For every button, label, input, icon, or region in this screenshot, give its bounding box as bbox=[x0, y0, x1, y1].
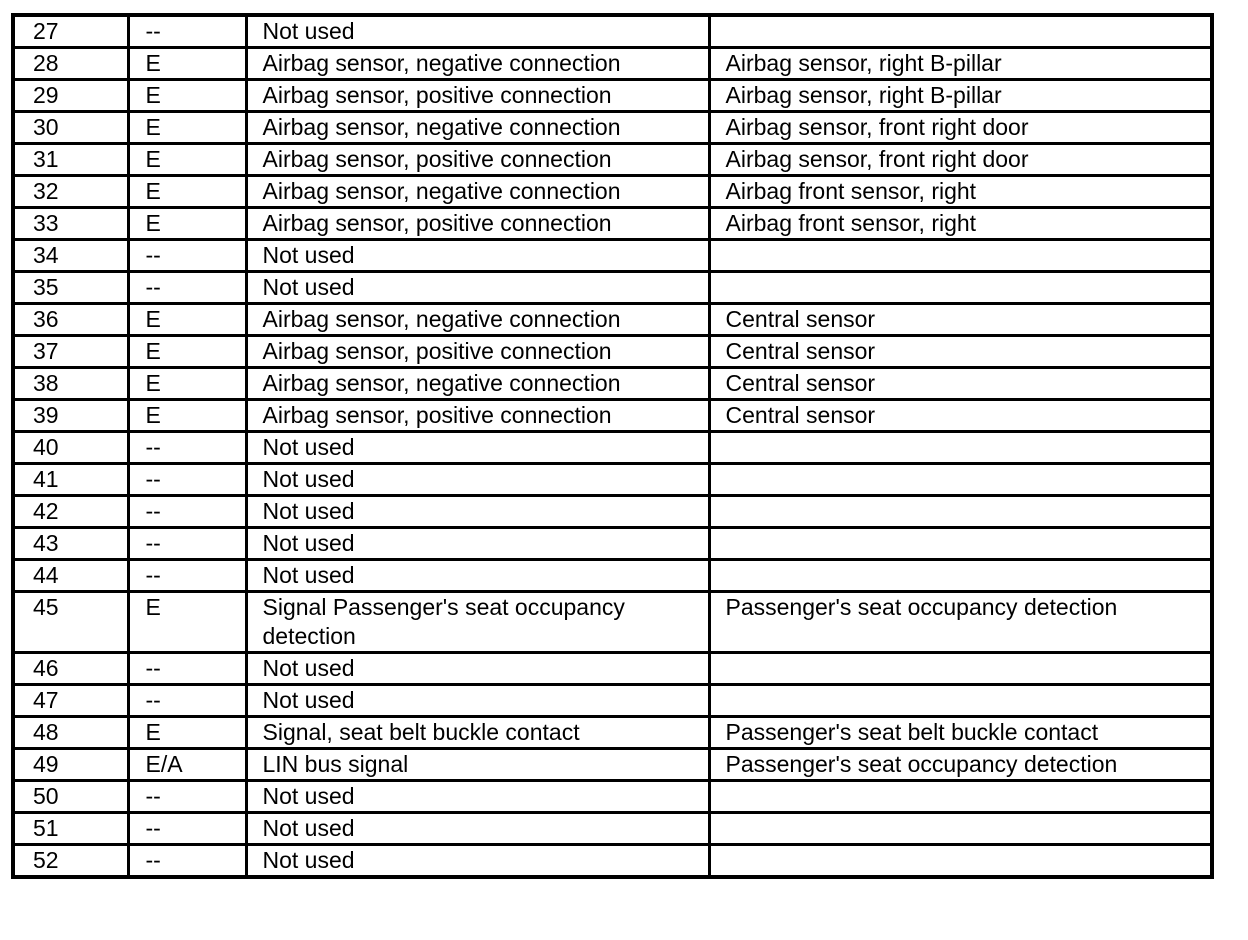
component-cell: Central sensor bbox=[709, 304, 1212, 336]
function-cell: Airbag sensor, negative connection bbox=[246, 368, 709, 400]
pin-table-body bbox=[13, 15, 1212, 877]
function-cell: Not used bbox=[246, 432, 709, 464]
pin-number-cell: 34 bbox=[13, 240, 128, 272]
table-row bbox=[13, 240, 1212, 272]
table-row bbox=[13, 781, 1212, 813]
function-cell: LIN bus signal bbox=[246, 749, 709, 781]
pin-number-cell: 46 bbox=[13, 653, 128, 685]
function-cell: Airbag sensor, negative connection bbox=[246, 176, 709, 208]
table-row bbox=[13, 496, 1212, 528]
table-row bbox=[13, 80, 1212, 112]
function-cell: Not used bbox=[246, 272, 709, 304]
component-cell: Airbag sensor, front right door bbox=[709, 112, 1212, 144]
component-cell bbox=[709, 464, 1212, 496]
pin-number-cell: 39 bbox=[13, 400, 128, 432]
signal-type-cell: -- bbox=[128, 432, 246, 464]
function-cell: Airbag sensor, positive connection bbox=[246, 336, 709, 368]
function-cell: Airbag sensor, positive connection bbox=[246, 80, 709, 112]
function-cell: Not used bbox=[246, 496, 709, 528]
component-cell bbox=[709, 560, 1212, 592]
function-cell: Airbag sensor, positive connection bbox=[246, 144, 709, 176]
function-cell: Airbag sensor, negative connection bbox=[246, 48, 709, 80]
function-cell: Airbag sensor, negative connection bbox=[246, 112, 709, 144]
pin-number-cell: 36 bbox=[13, 304, 128, 336]
table-row bbox=[13, 749, 1212, 781]
signal-type-cell: E bbox=[128, 304, 246, 336]
table-row bbox=[13, 304, 1212, 336]
table-row bbox=[13, 813, 1212, 845]
table-row bbox=[13, 653, 1212, 685]
table-row bbox=[13, 464, 1212, 496]
function-cell: Signal Passenger's seat occupancy detection bbox=[246, 592, 709, 653]
component-cell bbox=[709, 432, 1212, 464]
pin-number-cell: 33 bbox=[13, 208, 128, 240]
component-cell: Airbag front sensor, right bbox=[709, 176, 1212, 208]
signal-type-cell: -- bbox=[128, 560, 246, 592]
pin-number-cell: 43 bbox=[13, 528, 128, 560]
signal-type-cell: E bbox=[128, 717, 246, 749]
component-cell: Central sensor bbox=[709, 400, 1212, 432]
signal-type-cell: E bbox=[128, 336, 246, 368]
pin-number-cell: 35 bbox=[13, 272, 128, 304]
signal-type-cell: E bbox=[128, 112, 246, 144]
pin-number-cell: 40 bbox=[13, 432, 128, 464]
table-row bbox=[13, 368, 1212, 400]
table-row bbox=[13, 592, 1212, 653]
function-cell: Not used bbox=[246, 653, 709, 685]
table-row bbox=[13, 144, 1212, 176]
component-cell bbox=[709, 528, 1212, 560]
table-row bbox=[13, 685, 1212, 717]
signal-type-cell: E bbox=[128, 592, 246, 653]
table-row bbox=[13, 717, 1212, 749]
table-row bbox=[13, 560, 1212, 592]
table-row bbox=[13, 845, 1212, 878]
table-row bbox=[13, 48, 1212, 80]
signal-type-cell: -- bbox=[128, 272, 246, 304]
component-cell: Passenger's seat occupancy detection bbox=[709, 592, 1212, 653]
function-cell: Airbag sensor, negative connection bbox=[246, 304, 709, 336]
pin-number-cell: 49 bbox=[13, 749, 128, 781]
signal-type-cell: -- bbox=[128, 528, 246, 560]
function-cell: Not used bbox=[246, 813, 709, 845]
pin-number-cell: 31 bbox=[13, 144, 128, 176]
function-cell: Not used bbox=[246, 845, 709, 878]
component-cell: Airbag sensor, right B-pillar bbox=[709, 48, 1212, 80]
component-cell bbox=[709, 496, 1212, 528]
table-row bbox=[13, 208, 1212, 240]
component-cell bbox=[709, 845, 1212, 878]
component-cell bbox=[709, 781, 1212, 813]
component-cell: Airbag sensor, right B-pillar bbox=[709, 80, 1212, 112]
signal-type-cell: -- bbox=[128, 813, 246, 845]
component-cell bbox=[709, 813, 1212, 845]
function-cell: Not used bbox=[246, 781, 709, 813]
pin-number-cell: 41 bbox=[13, 464, 128, 496]
table-row bbox=[13, 272, 1212, 304]
table-row bbox=[13, 336, 1212, 368]
pin-number-cell: 52 bbox=[13, 845, 128, 878]
function-cell: Not used bbox=[246, 464, 709, 496]
function-cell: Signal, seat belt buckle contact bbox=[246, 717, 709, 749]
pin-number-cell: 37 bbox=[13, 336, 128, 368]
function-cell: Not used bbox=[246, 528, 709, 560]
pin-number-cell: 32 bbox=[13, 176, 128, 208]
signal-type-cell: E bbox=[128, 48, 246, 80]
pin-number-cell: 45 bbox=[13, 592, 128, 653]
component-cell bbox=[709, 272, 1212, 304]
table-row bbox=[13, 15, 1212, 48]
component-cell: Airbag sensor, front right door bbox=[709, 144, 1212, 176]
signal-type-cell: E bbox=[128, 368, 246, 400]
function-cell: Not used bbox=[246, 560, 709, 592]
pin-number-cell: 48 bbox=[13, 717, 128, 749]
function-cell: Airbag sensor, positive connection bbox=[246, 400, 709, 432]
signal-type-cell: -- bbox=[128, 240, 246, 272]
component-cell: Central sensor bbox=[709, 368, 1212, 400]
signal-type-cell: E bbox=[128, 400, 246, 432]
pin-number-cell: 29 bbox=[13, 80, 128, 112]
component-cell bbox=[709, 653, 1212, 685]
signal-type-cell: E bbox=[128, 208, 246, 240]
table-row bbox=[13, 176, 1212, 208]
signal-type-cell: -- bbox=[128, 845, 246, 878]
component-cell bbox=[709, 685, 1212, 717]
function-cell: Not used bbox=[246, 15, 709, 48]
table-row bbox=[13, 432, 1212, 464]
signal-type-cell: -- bbox=[128, 496, 246, 528]
pin-number-cell: 50 bbox=[13, 781, 128, 813]
function-cell: Not used bbox=[246, 685, 709, 717]
component-cell bbox=[709, 15, 1212, 48]
component-cell: Passenger's seat belt buckle contact bbox=[709, 717, 1212, 749]
pin-number-cell: 51 bbox=[13, 813, 128, 845]
pin-assignment-table bbox=[11, 13, 1214, 879]
component-cell: Central sensor bbox=[709, 336, 1212, 368]
signal-type-cell: -- bbox=[128, 685, 246, 717]
pin-number-cell: 38 bbox=[13, 368, 128, 400]
signal-type-cell: E bbox=[128, 176, 246, 208]
function-cell: Not used bbox=[246, 240, 709, 272]
signal-type-cell: -- bbox=[128, 15, 246, 48]
signal-type-cell: -- bbox=[128, 781, 246, 813]
pin-number-cell: 28 bbox=[13, 48, 128, 80]
pin-number-cell: 42 bbox=[13, 496, 128, 528]
signal-type-cell: E bbox=[128, 144, 246, 176]
pin-number-cell: 27 bbox=[13, 15, 128, 48]
table-row bbox=[13, 400, 1212, 432]
component-cell: Passenger's seat occupancy detection bbox=[709, 749, 1212, 781]
pin-number-cell: 47 bbox=[13, 685, 128, 717]
signal-type-cell: -- bbox=[128, 464, 246, 496]
signal-type-cell: -- bbox=[128, 653, 246, 685]
table-row bbox=[13, 528, 1212, 560]
pin-number-cell: 44 bbox=[13, 560, 128, 592]
table-row bbox=[13, 112, 1212, 144]
signal-type-cell: E/A bbox=[128, 749, 246, 781]
function-cell: Airbag sensor, positive connection bbox=[246, 208, 709, 240]
pin-number-cell: 30 bbox=[13, 112, 128, 144]
signal-type-cell: E bbox=[128, 80, 246, 112]
component-cell bbox=[709, 240, 1212, 272]
component-cell: Airbag front sensor, right bbox=[709, 208, 1212, 240]
